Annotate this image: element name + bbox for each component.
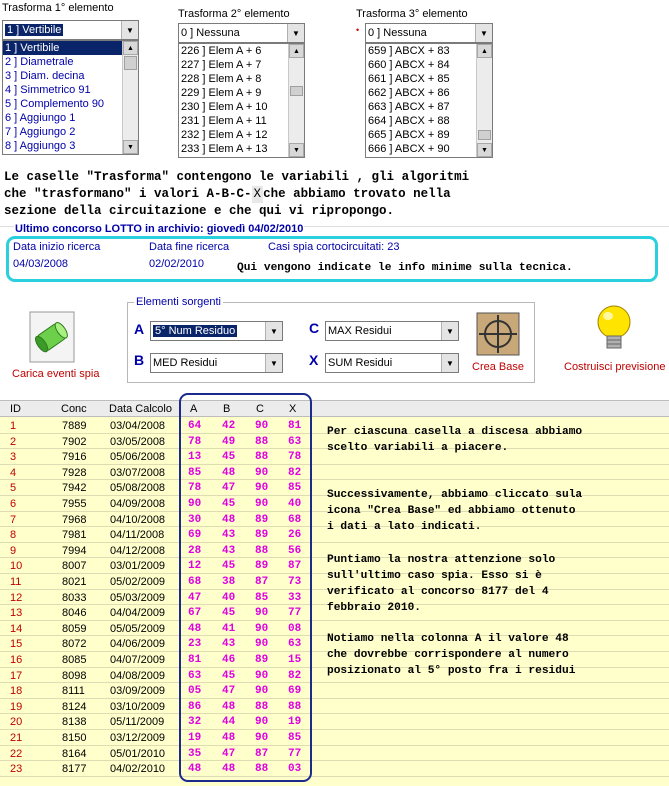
- list-item[interactable]: 666 ] ABCX + 90: [368, 143, 450, 155]
- chevron-down-icon[interactable]: ▼: [265, 354, 282, 372]
- cell-c: 90: [255, 638, 269, 651]
- cell-conc: 8124: [62, 700, 87, 713]
- cell-b: 45: [222, 498, 236, 510]
- cell-a: 64: [188, 420, 202, 432]
- list-item[interactable]: 660 ] ABCX + 84: [368, 59, 450, 71]
- cell-c: 88: [255, 435, 269, 448]
- cell-conc: 8085: [62, 654, 87, 666]
- transform2-label: Trasforma 2° elemento: [178, 8, 290, 20]
- info-note: Qui vengono indicate le info minime sulla tecnica.: [237, 262, 573, 274]
- cell-a: 35: [188, 747, 202, 760]
- cell-c: 90: [255, 716, 269, 729]
- cell-c: 89: [255, 529, 269, 542]
- cell-x: 77: [288, 607, 302, 620]
- cell-id: 17: [10, 669, 23, 682]
- cell-c: 87: [255, 747, 269, 760]
- col-c-header[interactable]: C: [256, 403, 264, 415]
- end-date-value: 02/02/2010: [149, 258, 205, 270]
- cell-id: 11: [10, 576, 22, 588]
- cell-x: 03: [288, 763, 302, 776]
- cell-b: 47: [222, 482, 236, 495]
- source-a-letter: A: [134, 321, 145, 337]
- cell-id: 10: [10, 560, 23, 573]
- cell-conc: 8098: [62, 669, 87, 682]
- source-c-combo[interactable]: MAX Residui ▼: [325, 321, 459, 341]
- cell-id: 21: [10, 732, 23, 744]
- cell-date: 04/11/2008: [110, 529, 165, 542]
- cell-a: 67: [188, 607, 202, 620]
- cell-b: 48: [222, 763, 236, 776]
- source-b-combo[interactable]: MED Residui ▼: [150, 353, 283, 373]
- cell-x: 81: [288, 420, 302, 432]
- cell-x: 33: [288, 591, 302, 604]
- cell-date: 03/10/2009: [110, 700, 166, 713]
- transform2-list[interactable]: [178, 43, 305, 158]
- cell-a: 69: [188, 529, 202, 542]
- cell-conc: 8150: [62, 732, 87, 744]
- cell-id: 23: [10, 763, 23, 776]
- source-x-combo[interactable]: SUM Residui ▼: [325, 353, 459, 373]
- cell-c: 88: [255, 763, 269, 776]
- cell-conc: 8007: [62, 560, 87, 573]
- cell-id: 15: [10, 638, 23, 651]
- list-item[interactable]: 6 ] Aggiungo 1: [5, 112, 76, 124]
- cell-b: 46: [222, 654, 236, 666]
- cell-a: 19: [188, 732, 202, 744]
- cell-b: 40: [222, 591, 236, 604]
- list-item[interactable]: 230 ] Elem A + 10: [181, 101, 268, 113]
- scroll-thumb[interactable]: [124, 56, 137, 70]
- table-row[interactable]: [0, 714, 669, 730]
- required-marker: •: [356, 25, 360, 35]
- col-a-header[interactable]: A: [190, 403, 198, 415]
- cell-conc: 7942: [62, 482, 87, 495]
- cell-date: 05/01/2010: [110, 747, 166, 760]
- intro-line-3: sezione della circuitazione e che qui vi ripropongo.: [4, 204, 395, 218]
- list-item[interactable]: 229 ] Elem A + 9: [181, 87, 262, 99]
- cell-a: 48: [188, 763, 202, 776]
- cell-a: 68: [188, 576, 202, 588]
- list-item[interactable]: 662 ] ABCX + 86: [368, 87, 450, 99]
- cell-x: 69: [288, 685, 302, 698]
- table-row[interactable]: [0, 699, 669, 715]
- cell-date: 03/01/2009: [110, 560, 166, 573]
- table-row[interactable]: [0, 761, 669, 777]
- cell-b: 43: [222, 638, 236, 651]
- cell-conc: 8046: [62, 607, 87, 620]
- cell-conc: 8164: [62, 747, 87, 760]
- cell-id: 9: [10, 544, 17, 557]
- transform3-label: Trasforma 3° elemento: [356, 8, 468, 20]
- explanation-p1: Per ciascuna casella a discesa abbiamo scelto variabili a piacere.: [327, 426, 583, 454]
- list-item[interactable]: 227 ] Elem A + 7: [181, 59, 262, 71]
- cell-x: 63: [288, 435, 302, 448]
- sources-group-label: Elementi sorgenti: [136, 296, 221, 308]
- cell-x: 15: [288, 654, 302, 666]
- chevron-down-icon[interactable]: ▼: [441, 322, 458, 340]
- chevron-down-icon[interactable]: ▼: [121, 21, 138, 39]
- cell-c: 90: [255, 732, 269, 744]
- cell-x: 08: [288, 622, 302, 635]
- cell-c: 90: [255, 685, 269, 698]
- cell-conc: 7916: [62, 451, 87, 464]
- cell-date: 03/07/2008: [110, 466, 166, 479]
- cell-b: 45: [222, 607, 236, 620]
- cell-id: 3: [10, 451, 17, 464]
- cell-c: 90: [255, 420, 269, 432]
- cell-id: 8: [10, 529, 17, 542]
- cell-c: 88: [255, 451, 269, 464]
- cell-a: 90: [188, 498, 202, 510]
- cell-id: 13: [10, 607, 23, 620]
- cell-b: 45: [222, 669, 236, 682]
- cell-c: 85: [255, 591, 269, 604]
- cell-x: 85: [288, 732, 302, 744]
- col-id-header[interactable]: ID: [10, 403, 21, 415]
- last-draw-title: Ultimo concorso LOTTO in archivio: giovedì 04/02/2010: [15, 223, 304, 235]
- scroll-up-icon[interactable]: ▲: [289, 44, 304, 58]
- cell-c: 90: [255, 498, 269, 510]
- cell-id: 2: [10, 435, 17, 448]
- cell-date: 04/08/2009: [110, 669, 166, 682]
- scroll-down-icon[interactable]: ▼: [123, 140, 138, 154]
- cell-id: 20: [10, 716, 23, 729]
- cell-c: 90: [255, 466, 269, 479]
- cell-c: 89: [255, 513, 269, 526]
- cell-date: 05/02/2009: [110, 576, 166, 588]
- list-item[interactable]: 8 ] Aggiungo 3: [5, 140, 76, 152]
- list-item[interactable]: 226 ] Elem A + 6: [181, 45, 262, 57]
- transform1-list[interactable]: [2, 40, 139, 155]
- cell-b: 38: [222, 576, 236, 588]
- cell-b: 47: [222, 747, 236, 760]
- cell-x: 88: [288, 700, 302, 713]
- cell-a: 48: [188, 622, 202, 635]
- cell-date: 04/12/2008: [110, 544, 166, 557]
- cell-x: 77: [288, 747, 302, 760]
- cases-value: 23: [387, 241, 400, 253]
- cell-conc: 8111: [62, 685, 85, 698]
- cell-b: 48: [222, 732, 236, 744]
- cell-a: 78: [188, 435, 202, 448]
- cell-x: 19: [288, 716, 302, 729]
- transform3-combo[interactable]: 0 ] Nessuna ▼: [365, 23, 493, 43]
- cell-b: 43: [222, 544, 236, 557]
- crosshair-icon: [476, 312, 520, 356]
- create-base-label: Crea Base: [472, 361, 524, 373]
- cell-x: 26: [288, 529, 302, 542]
- scroll-up-icon[interactable]: ▲: [477, 44, 492, 58]
- cell-b: 41: [222, 622, 236, 635]
- list-item[interactable]: 661 ] ABCX + 85: [368, 73, 450, 85]
- cell-conc: 8177: [62, 763, 87, 776]
- chevron-down-icon[interactable]: ▼: [287, 24, 304, 42]
- col-date-header[interactable]: Data Calcolo: [109, 403, 172, 415]
- cell-id: 16: [10, 654, 23, 666]
- list-item[interactable]: 4 ] Simmetrico 91: [5, 84, 91, 96]
- cell-x: 82: [288, 466, 302, 479]
- list-item[interactable]: 659 ] ABCX + 83: [368, 45, 450, 57]
- col-conc-header[interactable]: Conc: [61, 403, 87, 415]
- source-b-letter: B: [134, 352, 145, 368]
- list-item[interactable]: 231 ] Elem A + 11: [181, 115, 267, 127]
- transform2-scrollbar[interactable]: [288, 44, 304, 157]
- cell-b: 48: [222, 466, 236, 479]
- cell-conc: 8059: [62, 622, 87, 635]
- cell-x: 68: [288, 513, 302, 526]
- cell-conc: 7981: [62, 529, 87, 542]
- cell-id: 5: [10, 482, 17, 495]
- list-item[interactable]: 233 ] Elem A + 13: [181, 143, 268, 155]
- cell-b: 44: [222, 716, 236, 729]
- cell-b: 47: [222, 685, 236, 698]
- scroll-thumb[interactable]: [290, 86, 303, 96]
- list-item[interactable]: 663 ] ABCX + 87: [368, 101, 450, 113]
- transform3-scrollbar[interactable]: [476, 44, 492, 157]
- scroll-down-icon[interactable]: ▼: [289, 143, 304, 157]
- cell-a: 12: [188, 560, 202, 573]
- table-row[interactable]: [0, 465, 669, 481]
- cell-id: 18: [10, 685, 23, 698]
- cell-x: 56: [288, 544, 302, 557]
- cell-c: 89: [255, 654, 269, 666]
- cell-x: 78: [288, 451, 302, 464]
- list-item[interactable]: 2 ] Diametrale: [5, 56, 74, 68]
- cell-date: 03/09/2009: [110, 685, 166, 698]
- cell-date: 04/07/2009: [110, 654, 166, 666]
- cell-date: 05/05/2009: [110, 622, 166, 635]
- cell-b: 48: [222, 700, 236, 713]
- cell-date: 03/05/2008: [110, 435, 166, 448]
- col-x-header[interactable]: X: [289, 403, 297, 415]
- cell-id: 12: [10, 591, 23, 604]
- cell-a: 85: [188, 466, 202, 479]
- cell-c: 89: [255, 560, 269, 573]
- intro-line-1: Le caselle "Trasforma" contengono le variabili , gli algoritmi: [4, 170, 470, 184]
- transform1-scrollbar[interactable]: [122, 41, 138, 154]
- cell-conc: 7994: [62, 544, 87, 557]
- cell-b: 43: [222, 529, 236, 542]
- cell-date: 04/02/2010: [110, 763, 166, 776]
- list-item[interactable]: 5 ] Complemento 90: [5, 98, 105, 110]
- cell-conc: 7955: [62, 498, 87, 510]
- table-row[interactable]: [0, 730, 669, 746]
- scroll-down-icon[interactable]: ▼: [477, 143, 492, 157]
- cell-id: 1: [10, 420, 17, 432]
- create-base-button[interactable]: [476, 312, 520, 356]
- table-row[interactable]: [0, 746, 669, 762]
- cell-a: 78: [188, 482, 202, 495]
- list-item[interactable]: 664 ] ABCX + 88: [368, 115, 450, 127]
- cell-conc: 8033: [62, 591, 87, 604]
- cell-a: 30: [188, 513, 202, 526]
- cell-date: 05/06/2008: [110, 451, 166, 464]
- cell-b: 49: [222, 435, 236, 448]
- cell-c: 90: [255, 607, 269, 620]
- cell-x: 87: [288, 560, 302, 573]
- list-item[interactable]: 7 ] Aggiungo 2: [5, 126, 76, 138]
- list-item[interactable]: 1 ] Vertibile: [3, 41, 138, 55]
- explanation-p3: Puntiamo la nostra attenzione solo sull'ultimo caso spia. Esso si è verificato al concorso 8177 del 4 febbraio 2010.: [327, 554, 556, 614]
- cell-x: 63: [288, 638, 302, 651]
- cell-c: 90: [255, 622, 269, 635]
- cell-id: 19: [10, 700, 23, 713]
- scroll-up-icon[interactable]: ▲: [123, 41, 138, 55]
- source-x-letter: X: [309, 352, 319, 368]
- cell-conc: 7928: [62, 466, 87, 479]
- cell-a: 05: [188, 685, 202, 698]
- chevron-down-icon[interactable]: ▼: [475, 24, 492, 42]
- cell-conc: 8021: [62, 576, 87, 588]
- source-c-letter: C: [309, 320, 320, 336]
- cell-date: 04/10/2008: [110, 513, 166, 526]
- cell-id: 7: [10, 513, 17, 526]
- grid-header: [0, 400, 669, 417]
- transform1-label: Trasforma 1° elemento: [2, 2, 114, 14]
- cell-c: 88: [255, 544, 269, 557]
- cell-date: 05/08/2008: [110, 482, 166, 495]
- table-row[interactable]: [0, 683, 669, 699]
- cell-date: 04/06/2009: [110, 638, 166, 651]
- cell-c: 90: [255, 482, 269, 495]
- cell-date: 05/11/2009: [110, 716, 165, 729]
- scroll-thumb[interactable]: [478, 130, 491, 140]
- cell-conc: 8072: [62, 638, 87, 651]
- cell-id: 4: [10, 466, 17, 479]
- cell-a: 28: [188, 544, 202, 557]
- build-forecast-label: Costruisci previsione: [564, 361, 666, 373]
- cell-a: 13: [188, 451, 202, 464]
- load-events-button[interactable]: [28, 310, 76, 364]
- end-date-label: Data fine ricerca: [149, 241, 230, 253]
- lightbulb-icon: [590, 302, 638, 356]
- cell-a: 32: [188, 716, 202, 729]
- cell-id: 14: [10, 622, 23, 635]
- cell-b: 45: [222, 451, 236, 464]
- col-b-header[interactable]: B: [223, 403, 231, 415]
- cell-c: 87: [255, 576, 269, 588]
- source-a-combo[interactable]: 5° Num Residuo ▼: [150, 321, 283, 341]
- list-item[interactable]: 232 ] Elem A + 12: [181, 129, 268, 141]
- cell-b: 45: [222, 560, 236, 573]
- cell-b: 42: [222, 420, 236, 432]
- x-variable-box: X: [253, 187, 262, 201]
- abcx-highlight-frame: [179, 393, 312, 782]
- cell-x: 73: [288, 576, 302, 588]
- cell-b: 48: [222, 513, 236, 526]
- list-item[interactable]: 665 ] ABCX + 89: [368, 129, 450, 141]
- cell-date: 03/12/2009: [110, 732, 166, 744]
- cell-id: 22: [10, 747, 23, 760]
- cell-a: 47: [188, 591, 202, 604]
- cell-conc: 7902: [62, 435, 87, 448]
- cell-conc: 7968: [62, 513, 87, 526]
- cell-a: 86: [188, 700, 202, 713]
- chevron-down-icon[interactable]: ▼: [265, 322, 282, 340]
- cell-x: 82: [288, 669, 302, 682]
- cell-date: 04/09/2008: [110, 498, 166, 510]
- build-forecast-button[interactable]: [590, 302, 638, 356]
- load-events-label: Carica eventi spia: [12, 368, 100, 380]
- cell-conc: 8138: [62, 716, 87, 729]
- cases-label: Casi spia cortocircuitati: 23: [268, 241, 400, 253]
- transform1-combo[interactable]: 1 ] Vertibile ▼: [2, 20, 139, 40]
- cell-x: 85: [288, 482, 302, 495]
- chevron-down-icon[interactable]: ▼: [441, 354, 458, 372]
- tube-icon: [28, 310, 76, 364]
- cell-date: 04/04/2009: [110, 607, 166, 620]
- transform2-combo[interactable]: 0 ] Nessuna ▼: [178, 23, 305, 43]
- list-item[interactable]: 3 ] Diam. decina: [5, 70, 85, 82]
- cell-c: 88: [255, 700, 269, 713]
- cell-a: 63: [188, 669, 202, 682]
- start-date-label: Data inizio ricerca: [13, 241, 101, 253]
- explanation-p2: Successivamente, abbiamo cliccato sula icona "Crea Base" ed abbiamo ottenuto i dati a lato indicati.: [327, 489, 583, 533]
- cell-a: 81: [188, 654, 202, 666]
- cell-id: 6: [10, 498, 17, 510]
- cell-c: 90: [255, 669, 269, 682]
- start-date-value: 04/03/2008: [13, 258, 69, 270]
- transform3-list[interactable]: [365, 43, 493, 158]
- cell-x: 40: [288, 498, 302, 510]
- explanation-p4: Notiamo nella colonna A il valore 48 che dovrebbe corrispondere al numero posizionato al 5° posto fra i residui: [327, 633, 576, 677]
- cell-date: 03/04/2008: [110, 420, 166, 432]
- cell-a: 23: [188, 638, 202, 651]
- intro-line-2: che "trasformano" i valori A-B-C- X che abbiamo trovato nella: [4, 187, 451, 201]
- cell-conc: 7889: [62, 420, 87, 432]
- list-item[interactable]: 228 ] Elem A + 8: [181, 73, 262, 85]
- cell-date: 05/03/2009: [110, 591, 166, 604]
